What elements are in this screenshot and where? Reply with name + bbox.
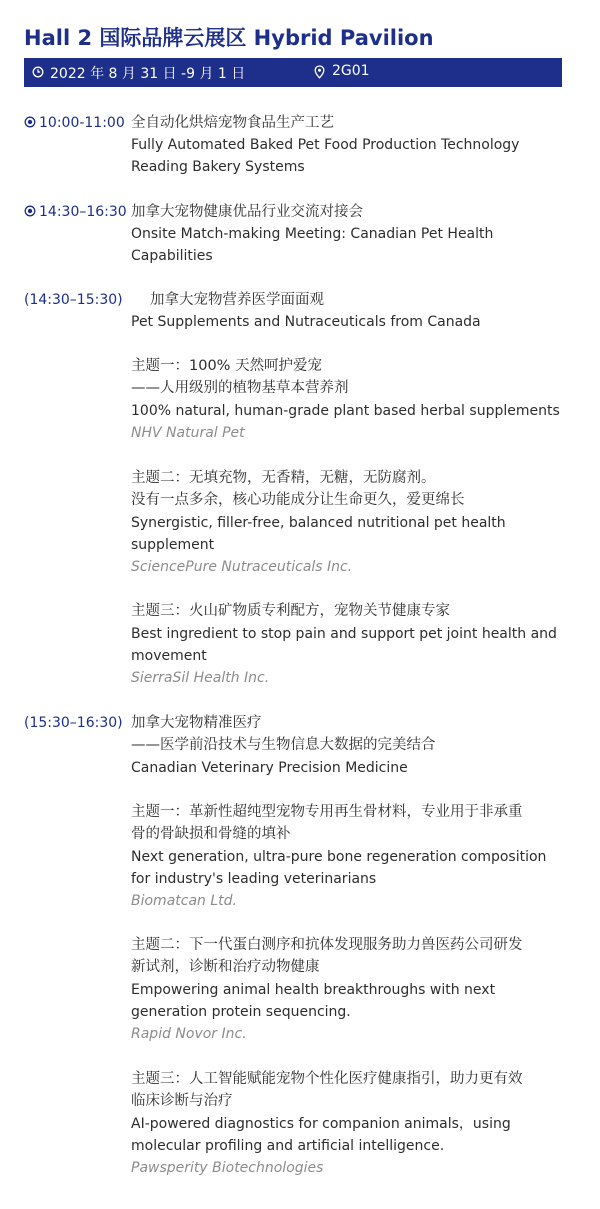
- topic-title-cn: 主题一：100% 天然呵护爱宠: [131, 358, 323, 374]
- target-dot-icon: [24, 202, 36, 224]
- event-time: 14:30–16:30: [24, 201, 127, 224]
- topic-desc-en: generation protein sequencing.: [131, 1004, 351, 1020]
- topic-subtitle-cn: 没有一点多余，核心功能成分让生命更久，爱更绵长: [131, 492, 465, 508]
- event-title-cn: 全自动化烘焙宠物食品生产工艺: [131, 115, 334, 131]
- topic-title-cn: 主题三：人工智能赋能宠物个性化医疗健康指引，助力更有效: [131, 1071, 523, 1087]
- booth-number: 2G01: [332, 63, 370, 79]
- session-time: (14:30–15:30): [24, 292, 123, 308]
- event-title-en: Onsite Match-making Meeting: Canadian Pet Health: [131, 226, 494, 242]
- event-title-en: Capabilities: [131, 248, 213, 264]
- topic-title-cn: 主题一：革新性超纯型宠物专用再生骨材料，专业用于非承重: [131, 804, 523, 820]
- topic-company: Pawsperity Biotechnologies: [131, 1160, 324, 1176]
- topic-desc-en: AI-powered diagnostics for companion animals，using: [131, 1116, 511, 1132]
- topic-desc-en: molecular profiling and artificial intelligence.: [131, 1138, 445, 1154]
- event-title-cn: 加拿大宠物健康优品行业交流对接会: [131, 204, 363, 220]
- location-pin-icon: [314, 65, 325, 83]
- topic-company: Rapid Novor Inc.: [131, 1026, 247, 1042]
- session-title-cn: 加拿大宠物精准医疗: [131, 715, 262, 731]
- topic-title-cn: 主题二：无填充物，无香精，无糖，无防腐剂。: [131, 470, 436, 486]
- topic-subtitle-cn: 临床诊断与治疗: [131, 1093, 233, 1109]
- event-date: 2022 年 8 月 31 日 -9 月 1 日: [50, 66, 246, 82]
- topic-company: NHV Natural Pet: [131, 425, 245, 441]
- topic-desc-en: for industry's leading veterinarians: [131, 871, 377, 887]
- page-title: Hall 2 国际品牌云展区 Hybrid Pavilion: [24, 26, 434, 50]
- topic-desc-en: Synergistic, filler-free, balanced nutritional pet health: [131, 515, 506, 531]
- topic-title-cn: 主题二：下一代蛋白测序和抗体发现服务助力兽医药公司研发: [131, 937, 523, 953]
- session-title-en: Pet Supplements and Nutraceuticals from Canada: [131, 314, 481, 330]
- topic-desc-en: Best ingredient to stop pain and support pet joint health and: [131, 626, 557, 642]
- topic-subtitle-cn: 新试剂，诊断和治疗动物健康: [131, 959, 320, 975]
- clock-icon: [32, 66, 44, 82]
- topic-desc-en: 100% natural, human-grade plant based herbal supplements: [131, 403, 560, 419]
- topic-company: SciencePure Nutraceuticals Inc.: [131, 559, 353, 575]
- event-title-en: Fully Automated Baked Pet Food Production Technology: [131, 137, 520, 153]
- event-time: 10:00-11:00: [24, 112, 125, 135]
- session-title-cn: 加拿大宠物营养医学面面观: [150, 292, 324, 308]
- session-time: (15:30–16:30): [24, 715, 123, 731]
- topic-desc-en: supplement: [131, 537, 215, 553]
- session-title-en: Canadian Veterinary Precision Medicine: [131, 760, 408, 776]
- topic-desc-en: Empowering animal health breakthroughs with next: [131, 982, 496, 998]
- topic-company: SierraSil Health Inc.: [131, 670, 270, 686]
- session-subtitle-cn: ——医学前沿技术与生物信息大数据的完美结合: [131, 737, 436, 753]
- topic-subtitle-cn: ——人用级别的植物基草本营养剂: [131, 380, 349, 396]
- date-location-bar: [24, 58, 562, 87]
- topic-company: Biomatcan Ltd.: [131, 893, 237, 909]
- topic-title-cn: 主题三：火山矿物质专利配方，宠物关节健康专家: [131, 603, 450, 619]
- target-dot-icon: [24, 113, 36, 135]
- topic-desc-en: Next generation, ultra-pure bone regeneration composition: [131, 849, 547, 865]
- topic-subtitle-cn: 骨的骨缺损和骨缝的填补: [131, 826, 291, 842]
- topic-desc-en: movement: [131, 648, 207, 664]
- event-company: Reading Bakery Systems: [131, 159, 305, 175]
